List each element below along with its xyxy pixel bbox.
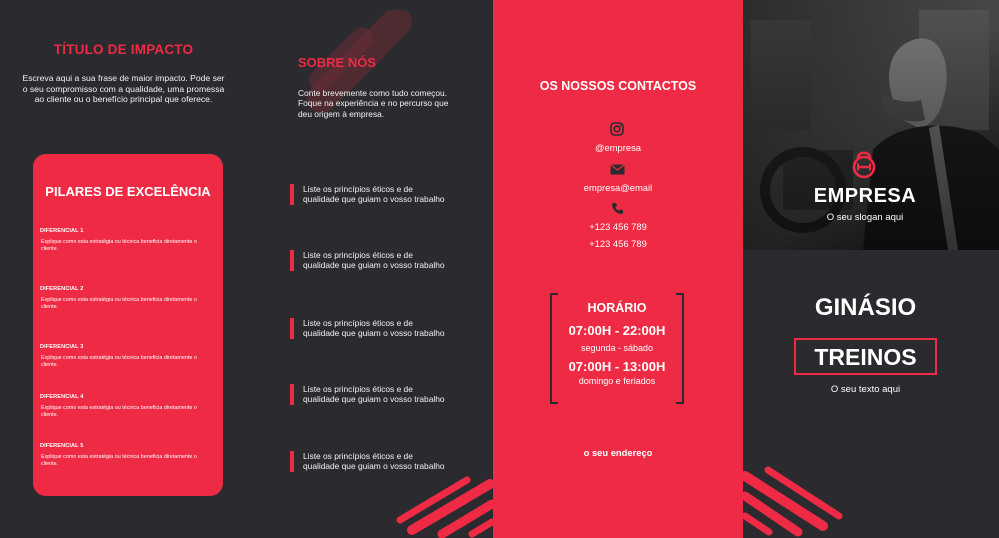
brand-slogan: O seu slogan aqui (826, 212, 904, 223)
address: o seu endereço (583, 447, 653, 458)
pillars-card (33, 154, 223, 496)
about-text: Conte brevemente como tudo começou. Foque na experiência e no percurso que deu origem à empresa. (298, 88, 449, 119)
differential-text: Explique como esta estratégia ou técnica beneficia diretamente o cliente. (41, 454, 197, 467)
gym-text: O seu texto aqui (830, 384, 901, 395)
differential-item (40, 443, 210, 467)
kettlebell-icon (849, 147, 879, 179)
about-title: SOBRE NÓS (298, 55, 377, 70)
differential-text: Explique como esta estratégia ou técnica beneficia diretamente o cliente. (41, 297, 197, 310)
hours-title: HORÁRIO (587, 301, 647, 315)
envelope-icon (609, 161, 625, 177)
decorative-stripes (392, 470, 493, 538)
differential-text: Explique como esta estratégia ou técnica beneficia diretamente o cliente. (41, 355, 197, 368)
decorative-stroke (292, 10, 422, 140)
panel-about (247, 0, 493, 538)
impact-title: TÍTULO DE IMPACTO (53, 42, 194, 57)
hours-time: 07:00H - 22:00H (568, 323, 666, 338)
differential-label: DIFERENCIAL 1 (40, 228, 84, 234)
principle-item: Liste os princípios éticos e de qualidade que guiam o vosso trabalho (290, 451, 450, 472)
impact-text: Escreva aqui a sua frase de maior impacto. Pode ser o seu compromisso com a qualidade, uma promessa ao cliente ou o benefício principal que oferece. (22, 73, 225, 105)
instagram-handle[interactable]: @empresa (595, 142, 641, 153)
differential-item (40, 286, 210, 310)
gym-title: GINÁSIO (814, 294, 917, 321)
contacts-title: OS NOSSOS CONTACTOS (539, 79, 697, 93)
brand-name: EMPRESA (813, 185, 917, 207)
differential-item (40, 344, 210, 368)
differential-item (40, 394, 210, 418)
phone-number[interactable]: +123 456 789 (589, 238, 647, 249)
panel-impact (0, 0, 247, 538)
differential-item (40, 228, 210, 252)
principle-item: Liste os princípios éticos e de qualidade que guiam o vosso trabalho (290, 318, 450, 339)
differential-label: DIFERENCIAL 3 (40, 344, 84, 350)
phone-number[interactable]: +123 456 789 (589, 221, 647, 232)
differential-label: DIFERENCIAL 5 (40, 443, 84, 449)
hours-days: segunda - sábado (580, 343, 654, 353)
hours-time: 07:00H - 13:00H (568, 359, 666, 374)
panel-contacts (493, 0, 743, 538)
instagram-icon (609, 121, 625, 137)
differential-label: DIFERENCIAL 4 (40, 394, 84, 400)
hours-days: domingo e feriados (578, 376, 656, 386)
principle-item: Liste os princípios éticos e de qualidade que guiam o vosso trabalho (290, 184, 450, 205)
decorative-stripes (743, 466, 843, 538)
phone-icon (609, 200, 625, 216)
gym-subtitle: TREINOS (814, 344, 917, 370)
panel-cover (743, 0, 999, 538)
differential-label: DIFERENCIAL 2 (40, 286, 84, 292)
email-address[interactable]: empresa@email (583, 182, 653, 193)
principle-item: Liste os princípios éticos e de qualidade que guiam o vosso trabalho (290, 250, 450, 271)
gym-subtitle-box (794, 338, 937, 375)
principle-item: Liste os princípios éticos e de qualidade que guiam o vosso trabalho (290, 384, 450, 405)
differential-text: Explique como esta estratégia ou técnica beneficia diretamente o cliente. (41, 239, 197, 252)
pillars-title: PILARES DE EXCELÊNCIA (45, 184, 211, 199)
hours-box (550, 293, 684, 404)
differential-text: Explique como esta estratégia ou técnica beneficia diretamente o cliente. (41, 405, 197, 418)
